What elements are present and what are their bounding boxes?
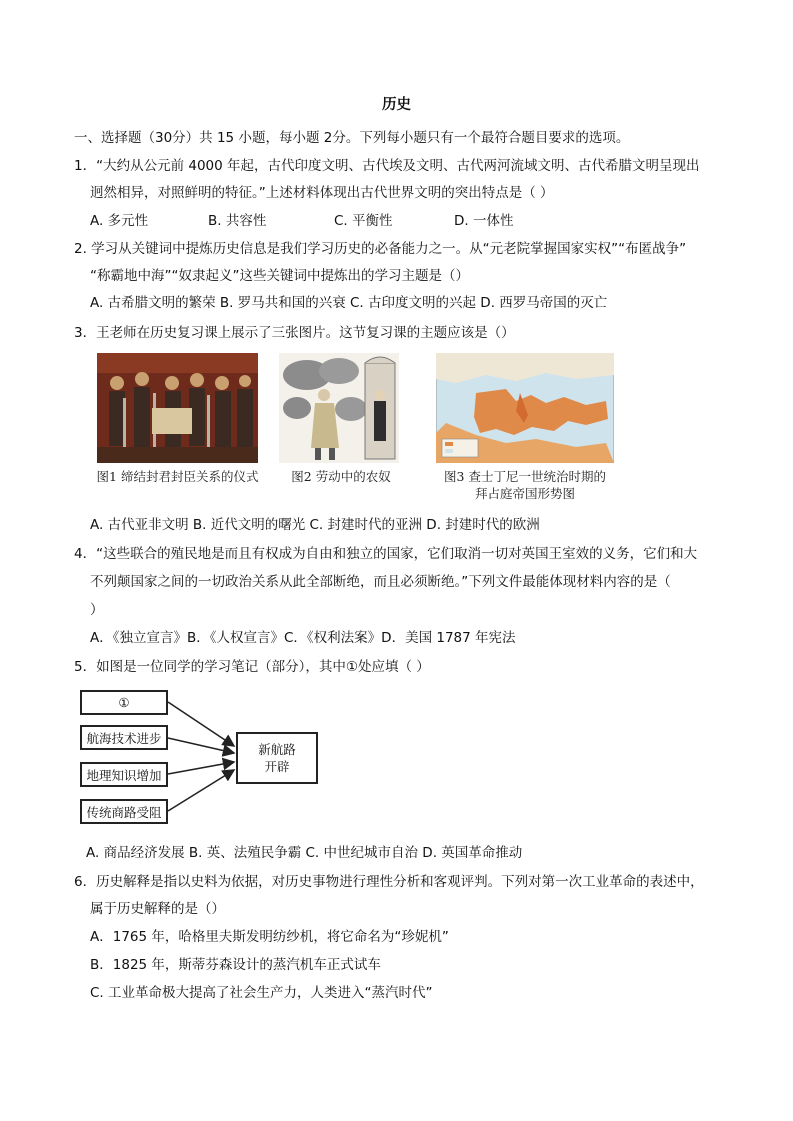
diagram-arrows [76, 686, 321, 828]
diagram-box-navigation-tech: 航海技术进步 [80, 725, 168, 750]
question-1-option-c: C. 平衡性 [334, 213, 393, 229]
question-2-stem-line-2: “称霸地中海”“奴隶起义”这些关键词中提炼出的学习主题是（） [90, 268, 469, 284]
figure-1-caption: 图1 缔结封君封臣关系的仪式 [96, 469, 259, 484]
section-heading: 一、选择题（30分）共 15 小题，每小题 2分。下列每小题只有一个最符合题目要求的选项。 [74, 130, 630, 146]
diagram-target-line-2: 开辟 [264, 759, 290, 774]
question-1-stem-line-1: 1．“大约从公元前 4000 年起，古代印度文明、古代埃及文明、古代两河流域文明、古代希腊文明呈现出 [74, 158, 700, 174]
study-note-diagram [76, 686, 321, 828]
diagram-target-line-1: 新航路 [258, 742, 296, 757]
figure-3-caption-line-1: 图3 查士丁尼一世统治时期的 [444, 469, 606, 484]
question-1-option-a: A. 多元性 [90, 213, 149, 229]
question-1-stem-line-2: 迥然相异，对照鲜明的特征。”上述材料体现出古代世界文明的突出特点是（ ） [90, 185, 554, 201]
figure-2-serfs-working-image [279, 353, 399, 463]
question-4-stem-line-3: ） [90, 602, 104, 618]
page-title: 历史 [382, 97, 411, 113]
figure-2-caption: 图2 劳动中的农奴 [291, 469, 391, 484]
figure-3-caption-line-2: 拜占庭帝国形势图 [474, 486, 575, 501]
question-6-stem-line-2: 属于历史解释的是（） [90, 901, 225, 917]
question-2-stem-line-1: 2. 学习从关键词中提炼历史信息是我们学习历史的必备能力之一。从“元老院掌握国家实权”“布匿战争” [74, 241, 687, 257]
diagram-box-geography-knowledge: 地理知识增加 [80, 762, 168, 787]
question-6-option-b: B．1825 年，斯蒂芬森设计的蒸汽机车正式试车 [90, 957, 381, 973]
figure-3-byzantine-map-image [436, 353, 614, 463]
diagram-box-trade-routes-blocked: 传统商路受阻 [80, 799, 168, 824]
question-1-option-d: D. 一体性 [454, 213, 514, 229]
figure-1-vassal-ceremony-image [97, 353, 258, 463]
question-4-stem-line-2: 不列颠国家之间的一切政治关系从此全部断绝，而且必须断绝。”下列文件最能体现材料内容的是（ [90, 574, 671, 590]
question-3-stem: 3．王老师在历史复习课上展示了三张图片。这节复习课的主题应该是（） [74, 325, 515, 341]
question-6-option-c: C. 工业革命极大提高了社会生产力，人类进入“蒸汽时代” [90, 985, 433, 1001]
question-1-option-b: B. 共容性 [208, 213, 267, 229]
question-2-options: A. 古希腊文明的繁荣 B. 罗马共和国的兴衰 C. 古印度文明的兴起 D. 西罗马帝国的灭亡 [90, 295, 608, 311]
question-6-stem-line-1: 6．历史解释是指以史料为依据，对历史事物进行理性分析和客观评判。下列对第一次工业革命的表述中， [74, 874, 704, 890]
question-3-options: A. 古代亚非文明 B. 近代文明的曙光 C. 封建时代的亚洲 D. 封建时代的欧洲 [90, 517, 540, 533]
question-6-option-a: A．1765 年，哈格里夫斯发明纺纱机，将它命名为“珍妮机” [90, 929, 449, 945]
diagram-box-blank: ① [80, 690, 168, 715]
question-5-stem: 5．如图是一位同学的学习笔记（部分），其中①处应填（ ） [74, 659, 430, 675]
question-5-options: A. 商品经济发展 B. 英、法殖民争霸 C. 中世纪城市自治 D. 英国革命推动 [86, 845, 523, 861]
question-4-stem-line-1: 4．“这些联合的殖民地是而且有权成为自由和独立的国家，它们取消一切对英国王室效的义务，它们和大 [74, 546, 698, 562]
question-4-options: A．《独立宣言》B．《人权宣言》C．《权利法案》D．美国 1787 年宪法 [90, 630, 516, 646]
